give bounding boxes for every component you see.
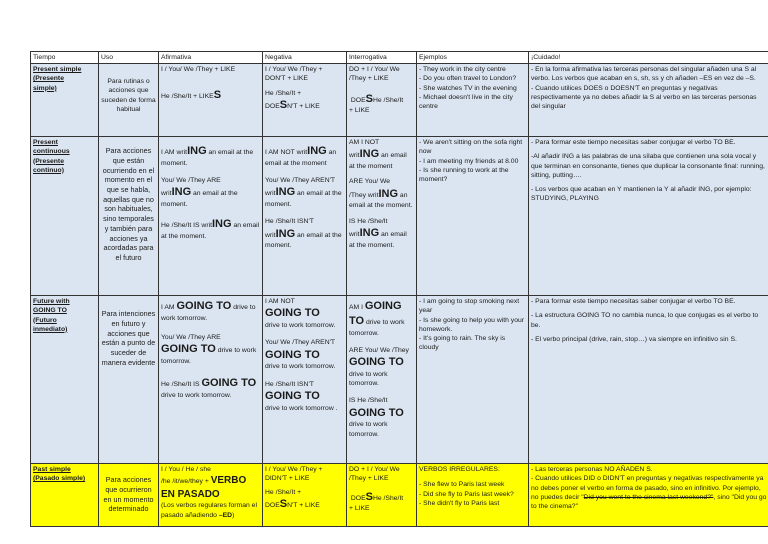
afirm-part: an email at the moment. <box>161 149 254 168</box>
int-part: an email at the moment. <box>349 230 407 249</box>
neg-part: writ <box>265 231 276 239</box>
example: - We aren't sitting on the sofa right now <box>419 139 523 156</box>
tense-name: Present <box>33 139 58 147</box>
neg-part: You/ We /They AREN'T writ <box>265 177 335 198</box>
ing-highlight: ING <box>187 145 207 158</box>
neg-line: I AM NOT <box>265 298 295 306</box>
int-part: He /She/It <box>372 96 404 104</box>
int-part: writ <box>349 152 360 160</box>
example: - Do you often travel to London? <box>419 75 517 83</box>
neg-part: DOE <box>265 102 280 110</box>
tense-gloss: continuo) <box>33 166 64 174</box>
ejemplos-cell <box>417 296 529 464</box>
going-to-highlight: GOING TO <box>201 377 257 390</box>
row-present-simple <box>31 64 768 137</box>
ing-highlight: ING <box>212 218 232 231</box>
afirm-line: You/ We /They ARE <box>161 177 221 185</box>
ejemplos-cell <box>417 64 529 137</box>
int-part: DOE <box>350 494 366 502</box>
tense-cell <box>31 464 99 527</box>
afirm-part: (Los verbos regulares forman el pasado añadiendo <box>161 502 257 519</box>
afirm-part: an email at the moment. <box>161 222 260 241</box>
going-to-highlight: GOING TO <box>265 348 320 361</box>
row-present-continuous <box>31 137 768 296</box>
int-part: AM I <box>349 304 363 312</box>
interrogativa-cell <box>347 464 417 527</box>
example: - I am meeting my friends at 8.00 <box>419 157 519 165</box>
ing-highlight: ING <box>275 186 296 199</box>
note: - Las terceras personas NO AÑADEN S. <box>531 466 653 474</box>
uso-cell <box>99 64 159 137</box>
int-line: ARE You/ We /They <box>349 347 409 355</box>
neg-line: He /She/It ISN'T <box>265 380 314 388</box>
example: - They work in the city centre <box>419 66 506 74</box>
verb-highlight: VERBO <box>210 475 247 487</box>
tense-gloss: (Presente <box>33 75 64 83</box>
neg-part: an email at the moment <box>265 149 337 168</box>
interrogativa-cell <box>347 64 417 137</box>
cuidado-cell <box>529 137 768 296</box>
note: - Cuando utilices DID o DIDN'T en preguntas y negativas respectivamente ya no debes poner el verbo en forma de pasado, sino en infinitivo. Por ejemplo, no puedes decir " <box>531 475 764 501</box>
ing-highlight: ING <box>359 148 380 161</box>
note: - La estructura GOING TO no cambia nunca, lo que conjugas es el verbo to be. <box>531 312 759 329</box>
afirm-part: I AM writ <box>161 149 188 157</box>
tense-gloss: (Presente <box>33 157 64 165</box>
int-line: + LIKE <box>349 107 370 115</box>
afirm-part: /he /it/we/they + <box>161 478 211 486</box>
going-to-highlight: GOING TO <box>349 300 402 328</box>
going-to-highlight: GOING TO <box>265 307 320 320</box>
afirm-part: drive to work tomorrow. <box>161 304 256 323</box>
tense-name: GOING TO <box>33 307 67 315</box>
negativa-cell <box>263 296 347 464</box>
example: - Michael doesn't live in the city centre <box>419 93 513 110</box>
uso-cell <box>99 296 159 464</box>
int-highlight: S <box>365 490 373 503</box>
negativa-cell <box>263 64 347 137</box>
tense-name: continuous <box>33 148 70 156</box>
negativa-cell <box>263 464 347 527</box>
neg-line: I / You/ We /They + DON'T + LIKE <box>265 66 323 83</box>
ejemplos-cell <box>417 137 529 296</box>
neg-highlight: S <box>279 497 288 510</box>
int-line: + LIKE <box>349 505 370 513</box>
tense-gloss: (Pasado simple) <box>33 475 86 483</box>
tense-gloss: simple) <box>33 84 57 92</box>
neg-part: DOE <box>265 501 280 509</box>
neg-part: I AM NOT writ <box>265 149 308 157</box>
int-line: drive to work tomorrow. <box>349 421 388 438</box>
negativa-cell <box>263 137 347 296</box>
header-row <box>31 52 768 64</box>
cuidado-cell <box>529 64 768 137</box>
afirm-part: an email at the moment. <box>161 190 238 209</box>
neg-line: He /She/It ISN'T <box>265 218 314 226</box>
header-interrogativa: Interrogativa <box>347 52 417 64</box>
neg-part: an email at the moment. <box>265 231 342 250</box>
cuidado-cell <box>529 296 768 464</box>
afirmativa-cell <box>159 464 263 527</box>
going-to-highlight: GOING TO <box>161 343 216 356</box>
note: - Cuando utilices DOES o DOESN'T en preguntas y negativas respectivamente ya no debes añadir la S al verbo en las terceras personas del singular <box>531 84 757 110</box>
note: - Los verbos que acaban en Y mantienen la Y al añadir ING, por ejemplo: STUDYING, PLAYING <box>531 185 752 203</box>
int-part: drive to work tomorrow. <box>349 319 405 337</box>
example: - She watches TV in the evening <box>419 84 517 92</box>
afirmativa-cell <box>159 137 263 296</box>
cuidado-cell <box>529 464 768 527</box>
going-to-highlight: GOING TO <box>349 406 404 419</box>
afirm-line: I / You / He / she <box>161 466 211 474</box>
ing-highlight: ING <box>275 227 296 240</box>
afirm-part: ) <box>232 511 235 519</box>
note: - Para formar este tiempo necesitas saber conjugar el verbo TO BE. <box>531 298 736 306</box>
afirm-highlight: S <box>213 89 222 102</box>
note: , sino "Did you go to the cinema?" <box>531 493 767 510</box>
ing-highlight: ING <box>378 187 399 200</box>
going-to-highlight: GOING TO <box>176 300 232 313</box>
example: - She didn't fly to Paris last <box>419 499 500 507</box>
neg-highlight: S <box>279 98 288 111</box>
tense-name: Past simple <box>33 466 71 474</box>
afirm-part: I AM <box>161 304 175 312</box>
note: -Al añadir ING a las palabras de una sílaba que contienen una sola vocal y que terminan en consonante, tienes que duplicar la consonante final: running, sitting, putting…. <box>531 153 765 179</box>
ejemplos-cell <box>417 464 529 527</box>
uso-text: Para acciones que ocurrieron en un momento determinado <box>103 475 154 514</box>
int-line: AM I NOT <box>349 139 380 147</box>
tense-gloss: inmediato) <box>33 325 68 333</box>
example: - She flew to Paris last week <box>419 481 505 489</box>
neg-line: I / You/ We /They + DIDN'T + LIKE <box>265 466 323 483</box>
interrogativa-cell <box>347 137 417 296</box>
int-highlight: S <box>365 92 373 105</box>
afirm-line: You/ We /They ARE <box>161 334 221 342</box>
tense-cell <box>31 137 99 296</box>
neg-line: He /She/It + <box>265 488 302 496</box>
ing-highlight: ING <box>171 186 192 199</box>
tense-cell <box>31 64 99 137</box>
int-line: IS He /She/It <box>349 217 388 225</box>
neg-line: drive to work tomorrow. <box>265 363 336 371</box>
tense-name: Present simple <box>33 66 82 74</box>
neg-part: N'T + LIKE <box>287 501 320 509</box>
note: - El verbo principal (drive, rain, stop…) va siempre en infinitivo sin S. <box>531 335 737 343</box>
example: - Is she running to work at the moment? <box>419 166 509 183</box>
int-part: /They writ <box>349 191 379 199</box>
neg-part: N'T + LIKE <box>287 102 320 110</box>
wrong-example: Did you went to the cinema last weekend?" <box>583 493 714 501</box>
afirm-line: I / You/ We /They + LIKE <box>161 66 236 74</box>
verb-highlight: EN PASADO <box>161 488 220 500</box>
tense-gloss: (Futuro <box>33 316 57 324</box>
uso-text: Para rutinas o acciones que suceden de forma habitual <box>101 78 156 113</box>
going-to-highlight: GOING TO <box>349 356 404 369</box>
row-past-simple <box>31 464 768 527</box>
ed-highlight: –ED <box>218 511 233 519</box>
afirm-line: He /She/It + LIKE <box>161 93 214 101</box>
header-negativa: Negativa <box>263 52 347 64</box>
int-part: an email at the moment <box>349 152 407 171</box>
note: - En la forma afirmativa las terceras personas del singular añaden una S al verbo. Los verbos que acaban en s, sh, ss y ch añaden –ES en vez de –S. <box>531 66 757 83</box>
ing-highlight: ING <box>359 226 380 239</box>
afirm-part: writ <box>161 190 172 198</box>
neg-line: drive to work tomorrow. <box>265 322 336 330</box>
going-to-highlight: GOING TO <box>265 389 320 402</box>
ing-highlight: ING <box>307 145 327 158</box>
neg-line: He /She/It + <box>265 89 302 97</box>
row-future-going-to <box>31 296 768 464</box>
uso-text: Para acciones que están ocurriendo en el momento en el que se habla, aquellas que no son habituales, sino temporales y también para acciones ya acordadas para el futuro <box>102 146 155 263</box>
int-line: IS He /She/It <box>349 397 388 405</box>
int-part: drive to work tomorrow. <box>349 371 388 388</box>
afirmativa-cell <box>159 296 263 464</box>
header-ejemplos: Ejemplos <box>417 52 529 64</box>
uso-cell <box>99 464 159 527</box>
int-part: He /She/It <box>372 494 404 502</box>
header-uso: Uso <box>99 52 159 64</box>
tense-cell <box>31 296 99 464</box>
tense-name: Future with <box>33 298 70 306</box>
afirm-part: drive to work tomorrow. <box>161 347 257 366</box>
note: - Para formar este tiempo necesitas saber conjugar el verbo TO BE. <box>531 139 736 147</box>
header-tiempo: Tiempo <box>31 52 99 64</box>
neg-line: drive to work tomorrow . <box>265 404 338 412</box>
uso-text: Para intenciones en futuro y acciones que están a punto de suceder de manera evidente <box>101 309 156 367</box>
int-line: DO + I / You/ We /They + LIKE <box>349 466 400 483</box>
interrogativa-cell <box>347 296 417 464</box>
int-part: writ <box>349 230 360 238</box>
int-part: DOE <box>350 96 366 104</box>
afirm-part: He /She/It IS writ <box>161 222 212 230</box>
int-line: ARE You/ We <box>349 178 391 186</box>
neg-part: an email at the moment. <box>265 190 342 209</box>
example: - Did she fly to Paris last week? <box>419 490 514 498</box>
int-part: an email at the moment. <box>349 191 413 210</box>
neg-line: You/ We /They AREN'T <box>265 339 336 347</box>
example-heading: VERBOS IRREGULARES: <box>419 466 500 474</box>
afirm-part: He /She/It IS <box>161 381 200 389</box>
int-line: DO + I / You/ We /They + LIKE <box>349 66 400 83</box>
example: - Is she going to help you with your homework. <box>419 316 525 333</box>
afirm-part: drive to work tomorrow. <box>161 392 232 400</box>
grammar-table <box>30 51 768 527</box>
afirmativa-cell <box>159 64 263 137</box>
uso-cell <box>99 137 159 296</box>
header-cuidado: ¡Cuidado! <box>529 52 768 64</box>
header-afirmativa: Afirmativa <box>159 52 263 64</box>
example: - It's going to rain. The sky is cloudy <box>419 334 506 352</box>
example: - I am going to stop smoking next year <box>419 298 520 315</box>
